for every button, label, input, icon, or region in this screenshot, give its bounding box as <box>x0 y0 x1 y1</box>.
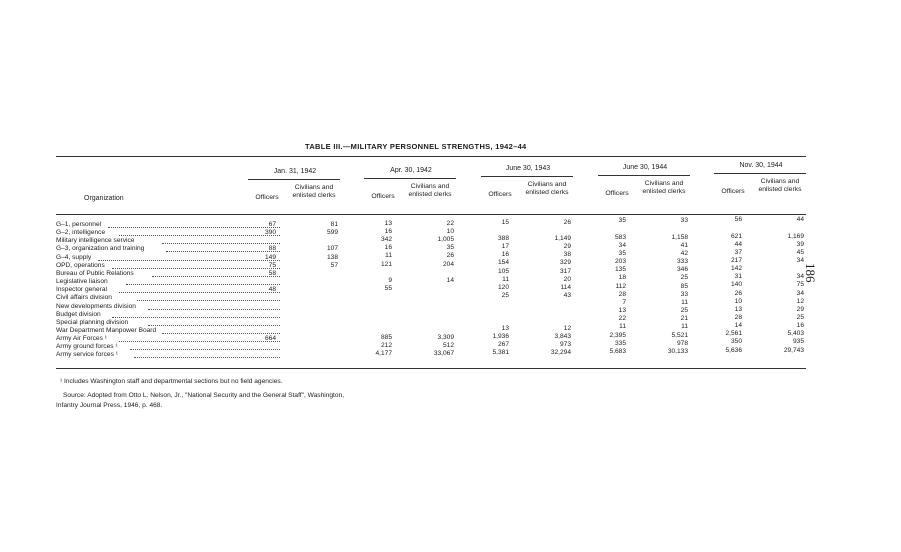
group-rule <box>714 173 806 174</box>
table-cell: 317 <box>559 267 571 275</box>
table-cell: 9 <box>388 276 392 284</box>
civilians-subheader: Civilians and enlisted clerks <box>408 182 452 198</box>
table-cell: 5,403 <box>787 330 804 338</box>
table-cell: 512 <box>442 342 454 350</box>
table-cell: 16 <box>501 251 509 259</box>
table-cell: 599 <box>326 229 338 237</box>
table-cell: 28 <box>734 314 742 321</box>
table-cell: 11 <box>681 298 688 306</box>
civilians-subheader: Civilians and enlisted clerks <box>642 179 686 195</box>
table-cell: 29 <box>796 305 804 313</box>
table-cell: 33 <box>680 290 688 298</box>
table-cell: 5,521 <box>671 331 688 339</box>
table-cell: 16 <box>384 227 392 235</box>
leader-dots <box>112 317 280 318</box>
table-cell: 14 <box>446 276 454 284</box>
table-cell: 583 <box>614 233 626 241</box>
table-cell: 120 <box>497 283 509 291</box>
group-rule <box>248 179 340 180</box>
table-cell: 140 <box>730 281 742 289</box>
row-label: Civil affairs division <box>56 294 112 302</box>
table-cell: 1,149 <box>554 234 571 242</box>
table-cell: 11 <box>619 323 626 331</box>
table-cell: 26 <box>446 252 454 260</box>
table-cell: 11 <box>681 323 688 331</box>
table-cell: 11 <box>502 275 509 283</box>
table-cell: 2,561 <box>725 330 742 338</box>
row-label: G–1, personnel <box>56 221 102 228</box>
table-cell: 15 <box>501 218 509 226</box>
table-cell: 112 <box>615 282 626 290</box>
table-cell: 75 <box>796 281 804 289</box>
table-cell: 350 <box>730 338 742 346</box>
table-cell: 7 <box>622 298 626 306</box>
group-rule <box>598 175 690 176</box>
table-cell: 88 <box>268 245 276 253</box>
table-cell: 39 <box>796 240 804 248</box>
table-cell: 3,309 <box>437 333 454 341</box>
page-number: 186 <box>803 263 818 283</box>
leader-dots <box>126 284 280 285</box>
organization-header: Organization <box>84 195 124 202</box>
table-cell: 85 <box>680 282 688 290</box>
top-rule <box>56 156 806 157</box>
table-cell: 58 <box>268 269 276 277</box>
table-cell: 41 <box>680 241 688 249</box>
row-label: OPD, operations <box>56 261 105 269</box>
row-label: Inspector general <box>56 286 107 294</box>
table-cell: 35 <box>618 217 626 225</box>
table-cell: 34 <box>796 289 804 297</box>
date-header: Jan. 31, 1942 <box>273 168 317 175</box>
table-cell: 217 <box>730 256 742 264</box>
table-cell: 14 <box>734 322 742 330</box>
table-cell: 121 <box>380 260 392 268</box>
table-cell: 57 <box>330 261 338 269</box>
table-cell: 21 <box>680 315 688 323</box>
table-cell: 16 <box>384 244 392 252</box>
row-label: Army ground forces ¹ <box>56 343 118 351</box>
table-cell: 25 <box>501 291 509 299</box>
table-cell: 1,005 <box>437 236 454 244</box>
table-cell: 22 <box>446 219 454 227</box>
leader-dots <box>134 357 280 358</box>
table-cell: 55 <box>384 285 392 292</box>
table-cell: 81 <box>330 221 338 228</box>
table-cell: 26 <box>563 218 571 226</box>
row-label: G–4, supply <box>56 253 92 261</box>
table-cell: 114 <box>560 283 571 291</box>
table-cell: 75 <box>268 261 276 269</box>
table-cell: 13 <box>618 307 626 315</box>
table-cell: 10 <box>734 297 742 305</box>
table-cell: 138 <box>326 253 338 261</box>
table-cell: 45 <box>796 248 804 256</box>
table-cell: 212 <box>380 342 392 350</box>
table-cell: 388 <box>497 234 509 242</box>
table-cell: 35 <box>446 244 454 252</box>
table-cell: 335 <box>614 339 626 347</box>
table-cell: 42 <box>680 250 688 257</box>
table-cell: 35 <box>618 250 626 257</box>
table-cell: 32,294 <box>550 349 571 356</box>
table-cell: 267 <box>497 340 509 348</box>
table-cell: 135 <box>614 266 626 274</box>
table-cell: 11 <box>385 252 392 260</box>
officers-subheader: Officers <box>255 194 279 201</box>
table-cell: 935 <box>792 338 804 346</box>
date-header: Apr. 30, 1942 <box>390 166 432 174</box>
table-cell: 1,169 <box>787 232 804 240</box>
date-header: June 30, 1944 <box>622 163 668 171</box>
table-cell: 1,158 <box>671 233 688 241</box>
table-cell: 4,177 <box>375 350 392 358</box>
table-cell: 34 <box>796 273 804 281</box>
row-label: Legislative liaison <box>56 278 108 286</box>
row-label: Army service forces ¹ <box>56 351 118 359</box>
officers-subheader: Officers <box>605 189 629 197</box>
table-cell: 28 <box>618 290 626 298</box>
row-label: G–3, organization and training <box>56 245 145 253</box>
table-cell: 342 <box>380 236 392 244</box>
table-cell: 149 <box>264 253 276 261</box>
civilians-subheader: Civilians and enlisted clerks <box>525 181 569 196</box>
source-line-1: Source: Adopted from Otto L. Nelson, Jr., "National Security and the General Staff", Washington, <box>63 392 345 399</box>
table-cell: 5,636 <box>725 346 742 354</box>
table-cell: 48 <box>268 286 276 294</box>
table-cell: 29 <box>563 243 571 251</box>
table-cell: 5,683 <box>609 347 626 355</box>
table-cell: 390 <box>264 229 276 237</box>
table-cell: 12 <box>796 297 804 305</box>
row-label: Army Air Forces ¹ <box>56 335 107 343</box>
row-label: Special planning division <box>56 318 129 326</box>
leader-dots <box>162 333 280 334</box>
table-cell: 29,743 <box>783 346 804 354</box>
table-cell: 13 <box>734 305 742 313</box>
bottom-rule <box>56 368 806 369</box>
row-label: G–2, intelligence <box>56 229 106 237</box>
leader-dots <box>148 309 280 310</box>
table-cell: 34 <box>796 256 804 264</box>
table-cell: 3,843 <box>554 332 571 340</box>
table-cell: 973 <box>559 340 571 348</box>
table-cell: 25 <box>796 314 804 321</box>
table-cell: 34 <box>618 241 626 249</box>
table-cell: 18 <box>618 274 626 282</box>
leader-dots <box>130 349 280 350</box>
civilians-subheader: Civilians and enlisted clerks <box>292 184 336 199</box>
table-cell: 621 <box>730 232 742 240</box>
table-cell: 5,381 <box>492 349 509 356</box>
leader-dots <box>148 325 280 326</box>
footnote: ¹ Includes Washington staff and departmental sections but no field agencies. <box>60 378 283 385</box>
table-cell: 13 <box>384 219 392 227</box>
table-cell: 203 <box>614 258 626 266</box>
leader-dots <box>162 243 280 244</box>
table-cell: 10 <box>446 227 454 235</box>
officers-subheader: Officers <box>488 191 512 198</box>
table-cell: 17 <box>501 243 509 251</box>
table-cell: 25 <box>680 274 688 282</box>
table-cell: 44 <box>796 216 804 224</box>
table-cell: 107 <box>326 245 338 253</box>
table-cell: 33 <box>680 217 688 225</box>
table-cell: 67 <box>268 221 276 228</box>
table-cell: 885 <box>380 333 392 341</box>
table-cell: 346 <box>676 266 688 274</box>
table-cell: 37 <box>734 248 742 256</box>
row-label: New developments division <box>56 302 136 310</box>
table-cell: 38 <box>563 251 571 259</box>
table-cell: 2,395 <box>609 331 626 339</box>
table-cell: 22 <box>618 315 626 323</box>
table-cell: 26 <box>734 289 742 297</box>
table-cell: 664 <box>264 335 276 343</box>
table-cell: 56 <box>734 216 742 224</box>
table-cell: 204 <box>442 260 454 268</box>
group-rule <box>364 178 456 179</box>
civilians-subheader: Civilians and enlisted clerks <box>758 178 802 193</box>
table-cell: 20 <box>563 275 571 283</box>
table-cell: 43 <box>563 291 571 299</box>
table-cell: 13 <box>501 324 509 332</box>
table-cell: 16 <box>796 322 804 330</box>
group-rule <box>481 176 573 177</box>
header-rule <box>56 214 806 215</box>
officers-subheader: Officers <box>721 188 745 195</box>
date-header: Nov. 30, 1944 <box>739 162 783 169</box>
source-line-2: Infantry Journal Press, 1946, p. 468. <box>56 402 163 409</box>
date-header: June 30, 1943 <box>505 165 551 172</box>
table-cell: 329 <box>559 259 571 267</box>
officers-subheader: Officers <box>371 192 395 200</box>
leader-dots <box>137 300 280 301</box>
table-cell: 978 <box>676 339 688 347</box>
table-cell: 25 <box>680 307 688 315</box>
row-label: War Department Manpower Board <box>56 326 157 334</box>
row-label: Budget division <box>56 310 101 318</box>
table-title: TABLE III.—MILITARY PERSONNEL STRENGTHS, 1942–44 <box>305 142 527 151</box>
table-cell: 154 <box>497 259 509 267</box>
table-cell: 30,133 <box>667 347 688 355</box>
table-cell: 142 <box>730 265 742 273</box>
table-cell: 105 <box>497 267 509 275</box>
table-cell: 31 <box>734 273 742 281</box>
table-cell: 33,067 <box>433 350 454 358</box>
table-cell: 44 <box>734 240 742 248</box>
row-label: Military intelligence service <box>56 237 135 245</box>
table-cell: 333 <box>676 258 688 266</box>
table-cell: 1,936 <box>492 332 509 340</box>
table-cell: 12 <box>563 324 571 332</box>
row-label: Bureau of Public Relations <box>56 269 134 277</box>
